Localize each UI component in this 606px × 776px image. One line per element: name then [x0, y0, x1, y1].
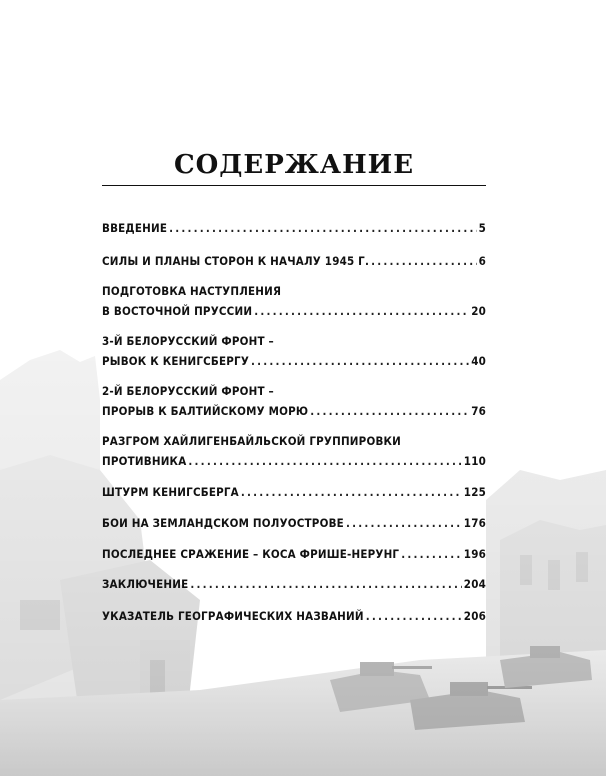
toc-entry-title: В ВОСТОЧНОЙ ПРУССИИ	[102, 304, 253, 318]
dot-leader	[401, 544, 462, 564]
toc-entry-title: ПРОРЫВ К БАЛТИЙСКОМУ МОРЮ	[102, 404, 309, 418]
toc-entry-title: БОИ НА ЗЕМЛАНДСКОМ ПОЛУОСТРОВЕ	[102, 516, 344, 530]
toc-entry[interactable]	[102, 513, 486, 533]
toc-page-number: 20	[471, 304, 486, 318]
toc-entry-title: РЫВОК К КЕНИГСБЕРГУ	[102, 354, 250, 368]
toc-entry-title: 3-Й БЕЛОРУССКИЙ ФРОНТ –	[102, 334, 274, 348]
toc-page-number: 196	[463, 547, 486, 561]
toc-entry-title: ПРОТИВНИКА	[102, 454, 187, 468]
dot-leader	[371, 251, 476, 271]
toc-entry-title: ШТУРМ КЕНИГСБЕРГА	[102, 485, 239, 499]
toc-entry[interactable]	[102, 218, 486, 238]
toc-page-number: 206	[463, 609, 486, 623]
toc-entry[interactable]	[102, 574, 486, 594]
toc-entry-title: ВВЕДЕНИЕ	[102, 221, 168, 235]
dot-leader	[366, 606, 462, 626]
toc-entry-title: СИЛЫ И ПЛАНЫ СТОРОН К НАЧАЛУ 1945 Г.	[102, 254, 370, 268]
toc-entry-title: ПОСЛЕДНЕЕ СРАЖЕНИЕ – КОСА ФРИШЕ-НЕРУНГ	[102, 547, 400, 561]
toc-entry[interactable]	[102, 431, 486, 471]
dot-leader	[346, 513, 462, 533]
toc-entry-title: ЗАКЛЮЧЕНИЕ	[102, 577, 189, 591]
dot-leader	[188, 451, 461, 471]
dot-leader	[310, 401, 469, 421]
toc-page-number: 76	[471, 404, 486, 418]
toc-page-number: 40	[471, 354, 486, 368]
toc-page-number: 204	[463, 577, 486, 591]
toc-page-number: 6	[478, 254, 486, 268]
toc-page-number: 110	[463, 454, 486, 468]
toc-entry[interactable]	[102, 606, 486, 626]
toc-entry[interactable]	[102, 281, 486, 321]
toc-entry[interactable]	[102, 251, 486, 271]
toc-page-number: 5	[478, 221, 486, 235]
title-underline	[102, 185, 486, 186]
dot-leader	[169, 218, 476, 238]
dot-leader	[241, 482, 462, 502]
dot-leader	[254, 301, 469, 321]
toc-entry[interactable]	[102, 331, 486, 371]
toc-page-number: 176	[463, 516, 486, 530]
dot-leader	[251, 351, 469, 371]
dot-leader	[190, 574, 461, 594]
toc-entry-title: 2-Й БЕЛОРУССКИЙ ФРОНТ –	[102, 384, 274, 398]
toc-entry-title: ПОДГОТОВКА НАСТУПЛЕНИЯ	[102, 284, 282, 298]
page-title: СОДЕРЖАНИЕ	[173, 150, 415, 180]
toc-entry[interactable]	[102, 381, 486, 421]
toc-entry[interactable]	[102, 544, 486, 564]
toc-entry[interactable]	[102, 482, 486, 502]
toc-page-number: 125	[463, 485, 486, 499]
toc-entry-title: УКАЗАТЕЛЬ ГЕОГРАФИЧЕСКИХ НАЗВАНИЙ	[102, 609, 364, 623]
toc-entry-title: РАЗГРОМ ХАЙЛИГЕНБАЙЛЬСКОЙ ГРУППИРОВКИ	[102, 434, 402, 448]
